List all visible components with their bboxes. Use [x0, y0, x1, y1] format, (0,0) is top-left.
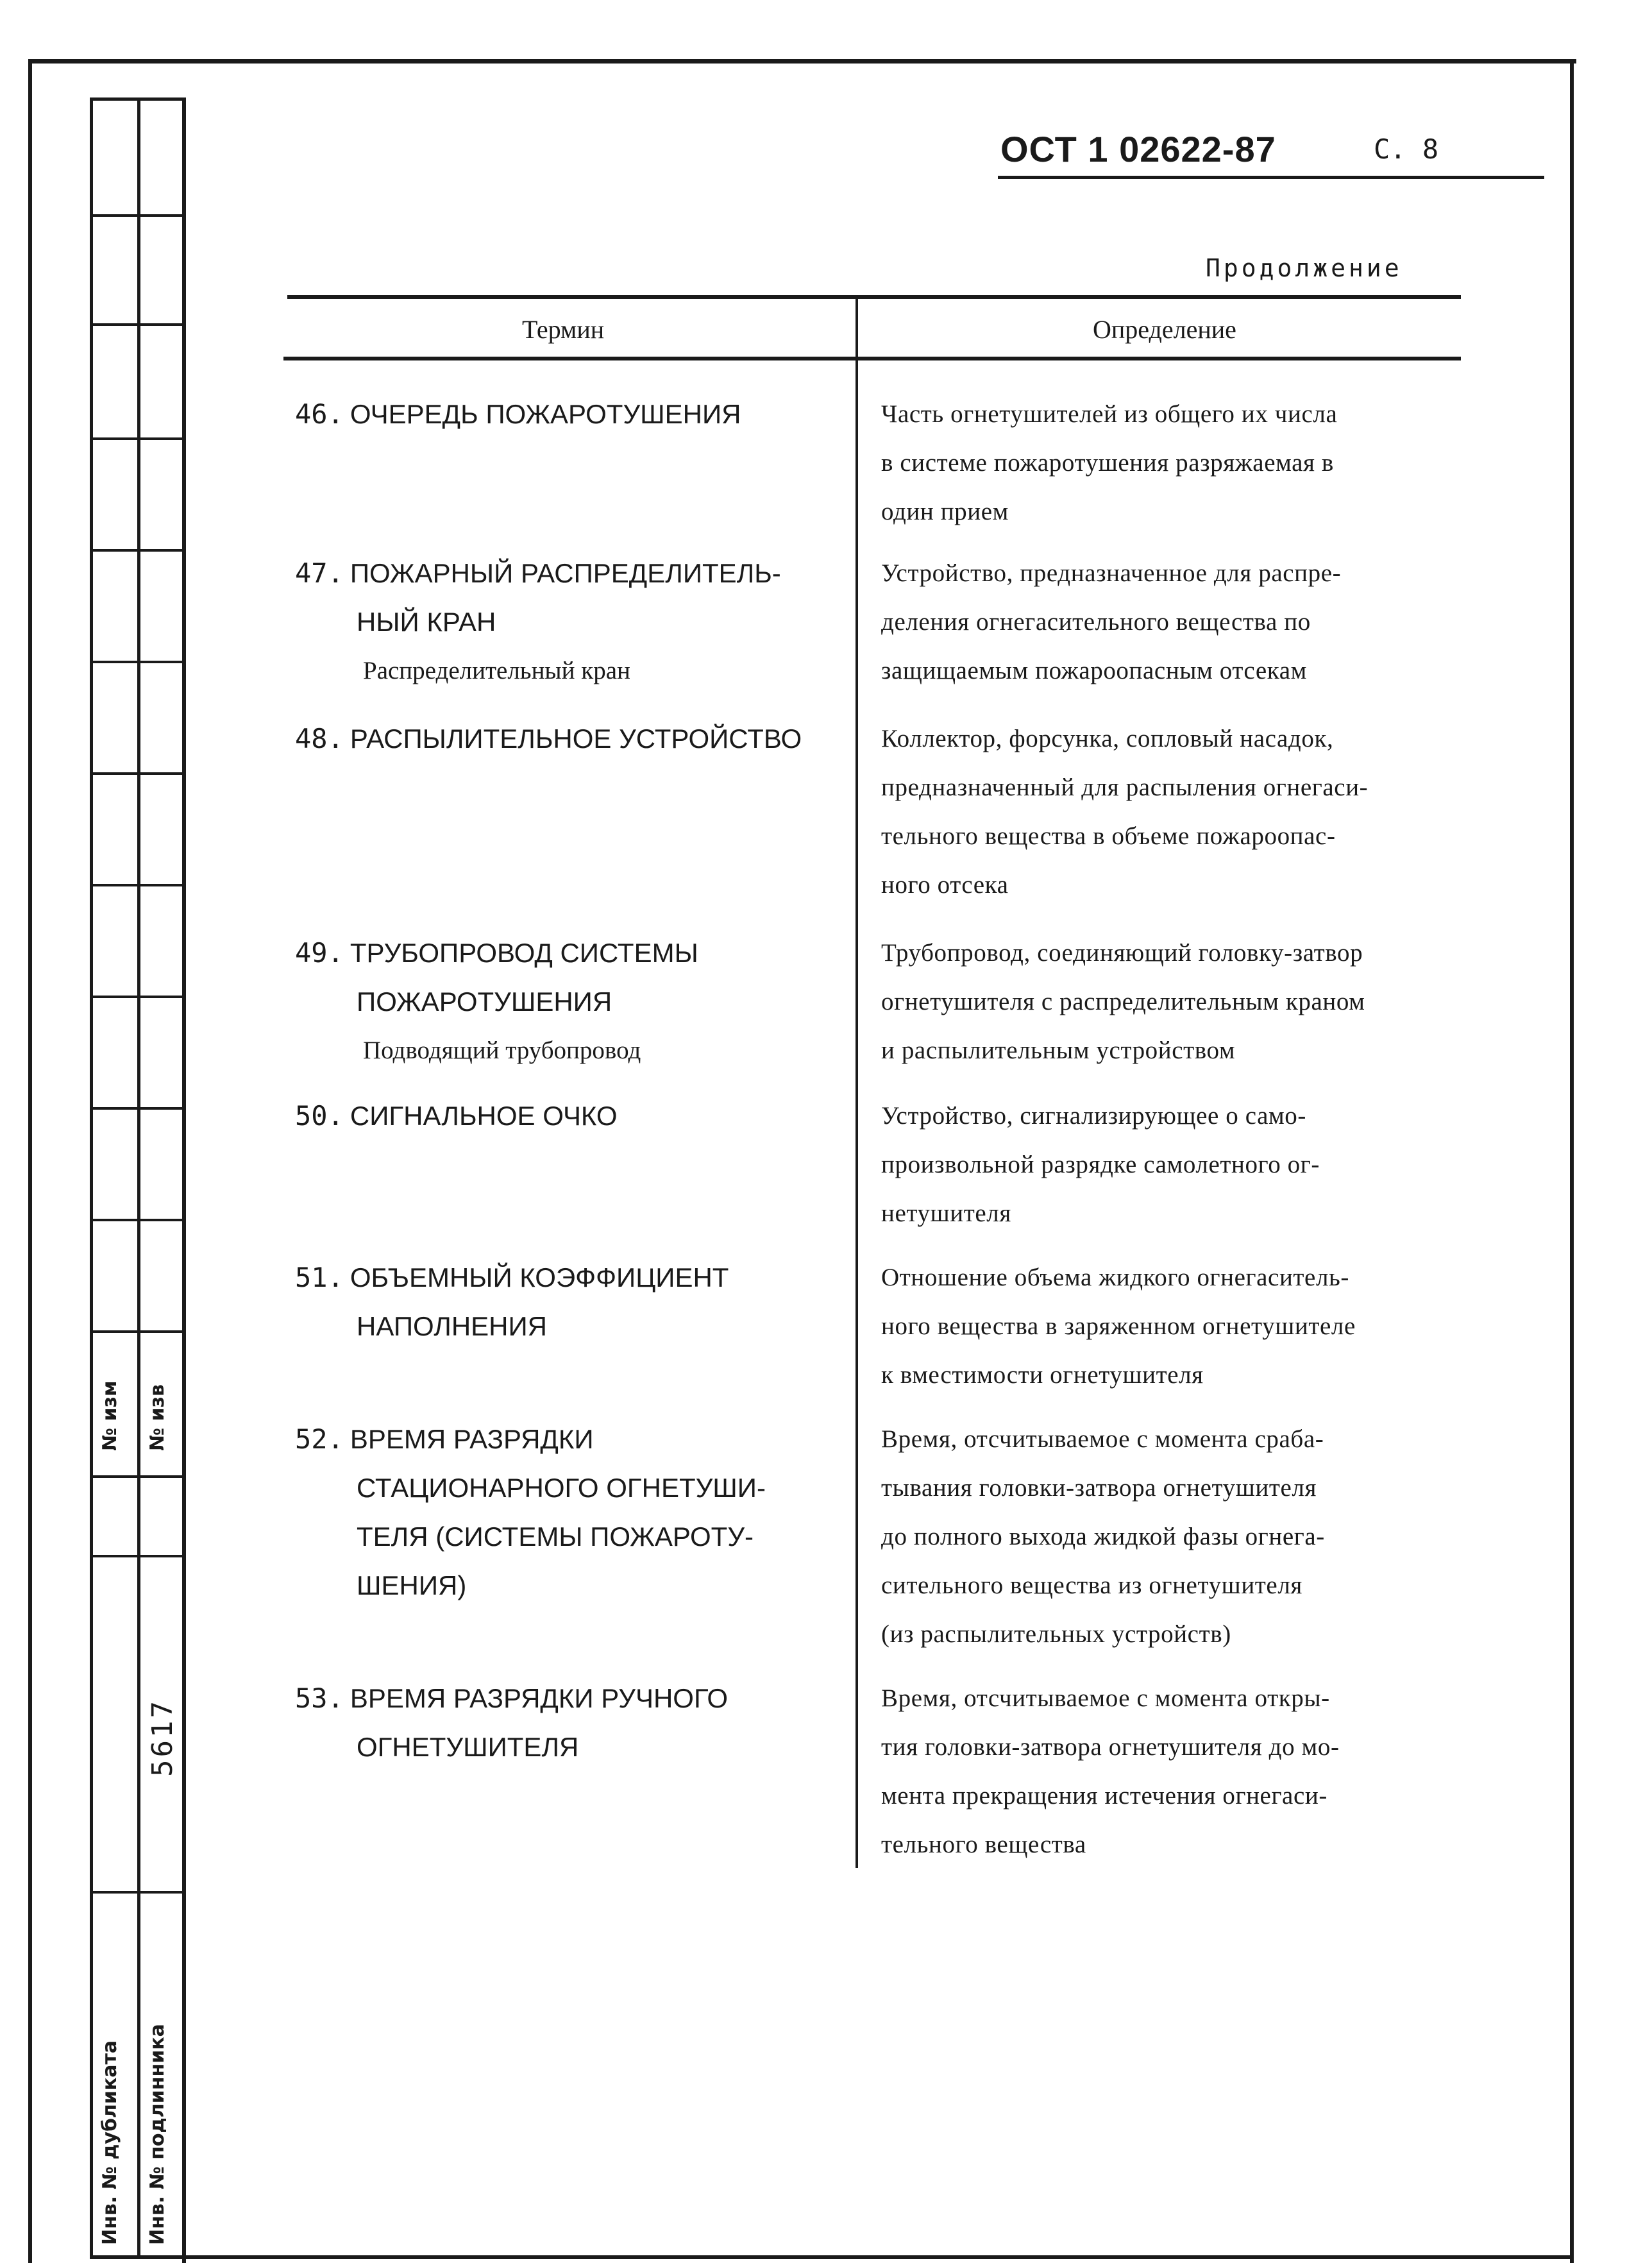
definition-text-line: мента прекращения истечения огнегаси-	[881, 1782, 1328, 1810]
strip-column-line	[137, 97, 140, 2259]
term-text-line: НЫЙ КРАН	[357, 607, 496, 637]
term-text-line: 53. ВРЕМЯ РАЗРЯДКИ РУЧНОГО	[295, 1682, 729, 1714]
term-text-line: 51. ОБЪЕМНЫЙ КОЭФФИЦИЕНТ	[295, 1262, 729, 1293]
strip-cell-divider	[90, 1891, 183, 1894]
definition-text-line: деления огнегасительного вещества по	[881, 608, 1311, 636]
strip-label-podl: Инв. № подлинника	[146, 2024, 169, 2245]
definition-text-line: один прием	[881, 498, 1009, 525]
page-number: С. 8	[1374, 133, 1439, 165]
term-cell	[295, 1253, 853, 1351]
term-cell	[295, 390, 853, 439]
term-cell	[295, 1092, 853, 1140]
frame-left-border	[28, 59, 32, 2263]
definition-text-line: ного отсека	[881, 871, 1009, 899]
term-text-line: НАПОЛНЕНИЯ	[357, 1311, 548, 1341]
term-number: 47.	[295, 557, 344, 589]
strip-cell-divider	[90, 437, 183, 440]
strip-cell-divider	[90, 772, 183, 775]
definition-text-line: Коллектор, форсунка, сопловый насадок,	[881, 725, 1334, 752]
strip-cell-divider	[90, 661, 183, 663]
definition-text-line: произвольной разрядке самолетного ог-	[881, 1151, 1320, 1178]
strip-cell-divider	[90, 1555, 183, 1557]
term-synonym: Распределительный кран	[363, 657, 630, 684]
definition-text-line: защищаемым пожароопасным отсекам	[881, 657, 1307, 684]
term-text-line: 48. РАСПЫЛИТЕЛЬНОЕ УСТРОЙСТВО	[295, 723, 802, 754]
definition-text-line: сительного вещества из огнетушителя	[881, 1572, 1302, 1599]
table-header-bottom-rule	[283, 357, 1461, 360]
definition-text-line: нетушителя	[881, 1199, 1011, 1227]
definition-text-line: Время, отсчитываемое с момента откры-	[881, 1684, 1330, 1712]
header-underline	[998, 176, 1544, 179]
term-number: 51.	[295, 1262, 344, 1293]
strip-label-dubl: Инв. № дубликата	[99, 2040, 121, 2245]
definition-cell	[881, 390, 1497, 536]
term-text-line: 47. ПОЖАРНЫЙ РАСПРЕДЕЛИТЕЛЬ-	[295, 557, 781, 589]
term-number: 48.	[295, 723, 344, 754]
definition-text-line: Устройство, предназначенное для распре-	[881, 559, 1342, 587]
term-cell	[295, 1674, 853, 1772]
table-column-divider	[856, 296, 858, 1868]
strip-cell-divider	[90, 214, 183, 217]
term-synonym: Подводящий трубопровод	[363, 1037, 641, 1064]
definition-text-line: тельного вещества в объеме пожароопас-	[881, 822, 1336, 850]
term-number: 46.	[295, 398, 344, 430]
strip-inv-number: 5617	[146, 1699, 179, 1777]
definition-text-line: (из распылительных устройств)	[881, 1620, 1231, 1648]
strip-cell-divider	[90, 996, 183, 998]
strip-cell-divider	[90, 549, 183, 552]
term-text-line: ОГНЕТУШИТЕЛЯ	[357, 1732, 579, 1762]
continuation-label: Продолжение	[1206, 254, 1403, 282]
definition-cell	[881, 1253, 1497, 1400]
strip-cell-divider	[90, 884, 183, 886]
definition-text-line: тывания головки-затвора огнетушителя	[881, 1474, 1317, 1502]
term-cell	[295, 715, 853, 763]
definition-text-line: Трубопровод, соединяющий головку-затвор	[881, 939, 1363, 967]
term-text-line: 49. ТРУБОПРОВОД СИСТЕМЫ	[295, 937, 698, 969]
definition-text-line: предназначенный для распыления огнегаси-	[881, 774, 1369, 801]
term-text-line: 52. ВРЕМЯ РАЗРЯДКИ	[295, 1423, 594, 1455]
term-text-line: 50. СИГНАЛЬНОЕ ОЧКО	[295, 1100, 618, 1132]
definition-text-line: Время, отсчитываемое с момента сраба-	[881, 1425, 1324, 1453]
definition-text-line: до полного выхода жидкой фазы огнега-	[881, 1523, 1325, 1550]
term-number: 50.	[295, 1100, 344, 1132]
column-header-definition: Определение	[1093, 315, 1236, 344]
definition-cell	[881, 715, 1497, 910]
definition-text-line: к вместимости огнетушителя	[881, 1361, 1204, 1389]
term-text-line: СТАЦИОНАРНОГО ОГНЕТУШИ-	[357, 1473, 766, 1503]
term-cell	[295, 549, 853, 695]
definition-text-line: тия головки-затвора огнетушителя до мо-	[881, 1733, 1340, 1761]
definition-text-line: Устройство, сигнализирующее о само-	[881, 1102, 1306, 1130]
strip-label-izm: № изм	[99, 1380, 121, 1451]
definition-text-line: Отношение объема жидкого огнегаситель-	[881, 1264, 1349, 1291]
strip-cell-divider	[90, 1107, 183, 1110]
strip-outer-line	[90, 97, 93, 2259]
strip-cell-divider	[90, 1330, 183, 1333]
term-cell	[295, 929, 853, 1075]
document-id: ОСТ 1 02622-87	[1000, 129, 1276, 169]
definition-cell	[881, 549, 1497, 695]
definition-cell	[881, 1674, 1497, 1869]
term-text-line: 46. ОЧЕРЕДЬ ПОЖАРОТУШЕНИЯ	[295, 398, 741, 430]
frame-top-border	[31, 59, 1576, 64]
strip-cell-divider	[90, 1475, 183, 1478]
column-header-term: Термин	[522, 315, 605, 344]
definition-cell	[881, 1415, 1497, 1659]
frame-right-border	[1570, 59, 1574, 2263]
strip-label-izv: № изв	[146, 1384, 169, 1451]
definition-cell	[881, 929, 1497, 1075]
strip-cell-divider	[90, 1219, 183, 1221]
term-cell	[295, 1415, 853, 1610]
term-number: 49.	[295, 937, 344, 969]
table-header-top-rule	[287, 295, 1461, 299]
definition-text-line: огнетушителя с распределительным краном	[881, 988, 1365, 1015]
definition-cell	[881, 1092, 1497, 1238]
definition-text-line: тельного вещества	[881, 1831, 1086, 1858]
term-text-line: ШЕНИЯ)	[357, 1570, 467, 1600]
term-number: 53.	[295, 1682, 344, 1714]
term-number: 52.	[295, 1423, 344, 1455]
definition-text-line: Часть огнетушителей из общего их числа	[881, 400, 1338, 428]
term-text-line: ТЕЛЯ (СИСТЕМЫ ПОЖАРОТУ-	[357, 1521, 754, 1552]
definition-text-line: и распылительным устройством	[881, 1037, 1236, 1064]
definition-text-line: в системе пожаротушения разряжаемая в	[881, 449, 1334, 477]
strip-cell-divider	[90, 323, 183, 326]
frame-bottom-border	[90, 2255, 1571, 2259]
definition-text-line: ного вещества в заряженном огнетушителе	[881, 1312, 1356, 1340]
frame-inner-left-border	[182, 97, 186, 2263]
term-text-line: ПОЖАРОТУШЕНИЯ	[357, 987, 612, 1017]
